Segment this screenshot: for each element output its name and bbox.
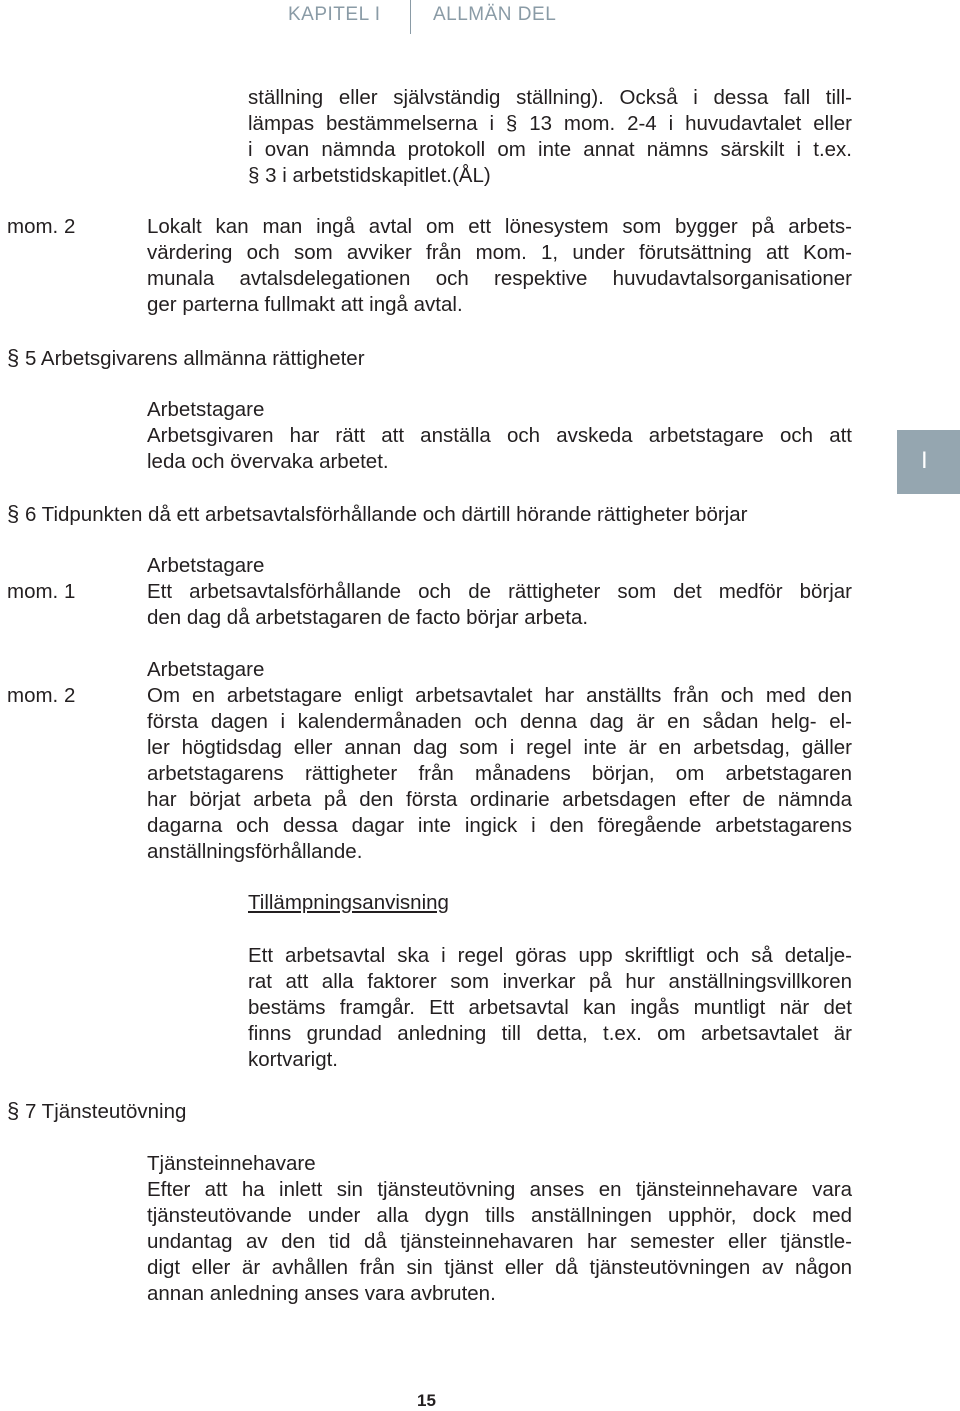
section-symbol: §	[7, 345, 20, 370]
text-line: den dag då arbetstagaren de facto börjar arbeta.	[147, 606, 589, 629]
section-6-heading	[7, 501, 747, 528]
application-guideline-body	[248, 943, 852, 1073]
text-line: anställningsförhållande.	[147, 840, 363, 863]
section-6-mom2-body	[147, 657, 852, 865]
text-line: undantag av den tid då tjänsteinnehavaren har semester eller tjänstle-	[147, 1230, 852, 1253]
text-line: i ovan nämnda protokoll om inte annat nämns särskilt i t.ex.	[248, 138, 852, 161]
role-label: Arbetstagare	[147, 658, 265, 681]
text-line: ställning eller självständig ställning). Också i dessa fall till-	[248, 86, 852, 109]
text-line: Om en arbetstagare enligt arbetsavtalet har anställts från och med den	[147, 684, 852, 707]
section-6-mom1-body	[147, 553, 852, 631]
section-5-heading	[7, 345, 365, 372]
header-chapter: KAPITEL I	[288, 4, 381, 25]
text-line: ler högtidsdag eller annan dag som i regel inte är en arbetsdag, gäller	[147, 736, 852, 759]
text-line: Lokalt kan man ingå avtal om ett lönesystem som bygger på arbets-	[147, 215, 852, 238]
role-label: Tjänsteinnehavare	[147, 1152, 316, 1175]
text-line: arbetstagarens rättigheter från månadens början, om arbetstagaren	[147, 762, 852, 785]
text-line: leda och övervaka arbetet.	[147, 450, 389, 473]
section-7-title: 7 Tjänsteutövning	[24, 1100, 187, 1123]
text-line: Ett arbetsavtalsförhållande och de rättigheter som det medför börjar	[147, 580, 852, 603]
header-divider	[410, 0, 411, 34]
text-line: värdering och som avviker från mom. 1, under förutsättning att Kom-	[147, 241, 852, 264]
text-line: digt eller är avhållen från sin tjänst eller då tjänsteutövningen av någon	[147, 1256, 852, 1279]
text-line: annan anledning anses vara avbruten.	[147, 1282, 496, 1305]
section-6-title: 6 Tidpunkten då ett arbetsavtalsförhållande och därtill hörande rättigheter börjar	[24, 503, 748, 526]
chapter-side-tab	[897, 430, 960, 494]
section-symbol: §	[7, 1098, 20, 1123]
text-line: har börjat arbeta på den första ordinarie arbetsdagen efter de nämnda	[147, 788, 852, 811]
mom-label: mom. 2	[7, 684, 76, 707]
section-symbol: §	[7, 501, 20, 526]
page-number: 15	[417, 1391, 436, 1410]
section-5-body	[147, 397, 852, 475]
section-5-title: 5 Arbetsgivarens allmänna rättigheter	[24, 347, 365, 370]
text-line: Arbetsgivaren har rätt att anställa och avskeda arbetstagare och att	[147, 424, 852, 447]
chapter-side-tab-label: I	[921, 447, 928, 474]
header-section: ALLMÄN DEL	[433, 4, 557, 25]
text-line: rat att alla faktorer som inverkar på hur anställningsvillkoren	[248, 970, 852, 993]
role-label: Arbetstagare	[147, 398, 265, 421]
text-line: Efter att ha inlett sin tjänsteutövning anses en tjänsteinnehavare vara	[147, 1178, 852, 1201]
text-line: munala avtalsdelegationen och respektive huvudavtalsorganisationer	[147, 267, 852, 290]
text-line: lämpas bestämmelserna i § 13 mom. 2-4 i huvudavtalet eller	[248, 112, 852, 135]
text-line: ger parterna fullmakt att ingå avtal.	[147, 293, 463, 316]
mom-label: mom. 2	[7, 215, 76, 238]
text-line: Ett arbetsavtal ska i regel göras upp skriftligt och så detalje-	[248, 944, 852, 967]
application-guideline-title: Tillämpningsanvisning	[248, 891, 449, 914]
text-line: första dagen i kalendermånaden och denna dag är en sådan helg- el-	[147, 710, 852, 733]
mom-label: mom. 1	[7, 580, 76, 603]
continued-paragraph	[248, 85, 852, 189]
mom2-paragraph	[147, 214, 852, 318]
text-line: bestäms framgår. Ett arbetsavtal kan ingås muntligt när det	[248, 996, 852, 1019]
role-label: Arbetstagare	[147, 554, 265, 577]
section-7-heading	[7, 1098, 186, 1125]
text-line: tjänsteutövande under alla dygn tills anställningen upphör, dock med	[147, 1204, 852, 1227]
text-line: finns grundad anledning till detta, t.ex. om arbetsavtalet är	[248, 1022, 852, 1045]
section-7-body	[147, 1151, 852, 1307]
text-line: kortvarigt.	[248, 1048, 338, 1071]
text-line: dagarna och dessa dagar inte ingick i den föregående arbetstagarens	[147, 814, 852, 837]
text-line: § 3 i arbetstidskapitlet.(ÅL)	[248, 164, 491, 187]
